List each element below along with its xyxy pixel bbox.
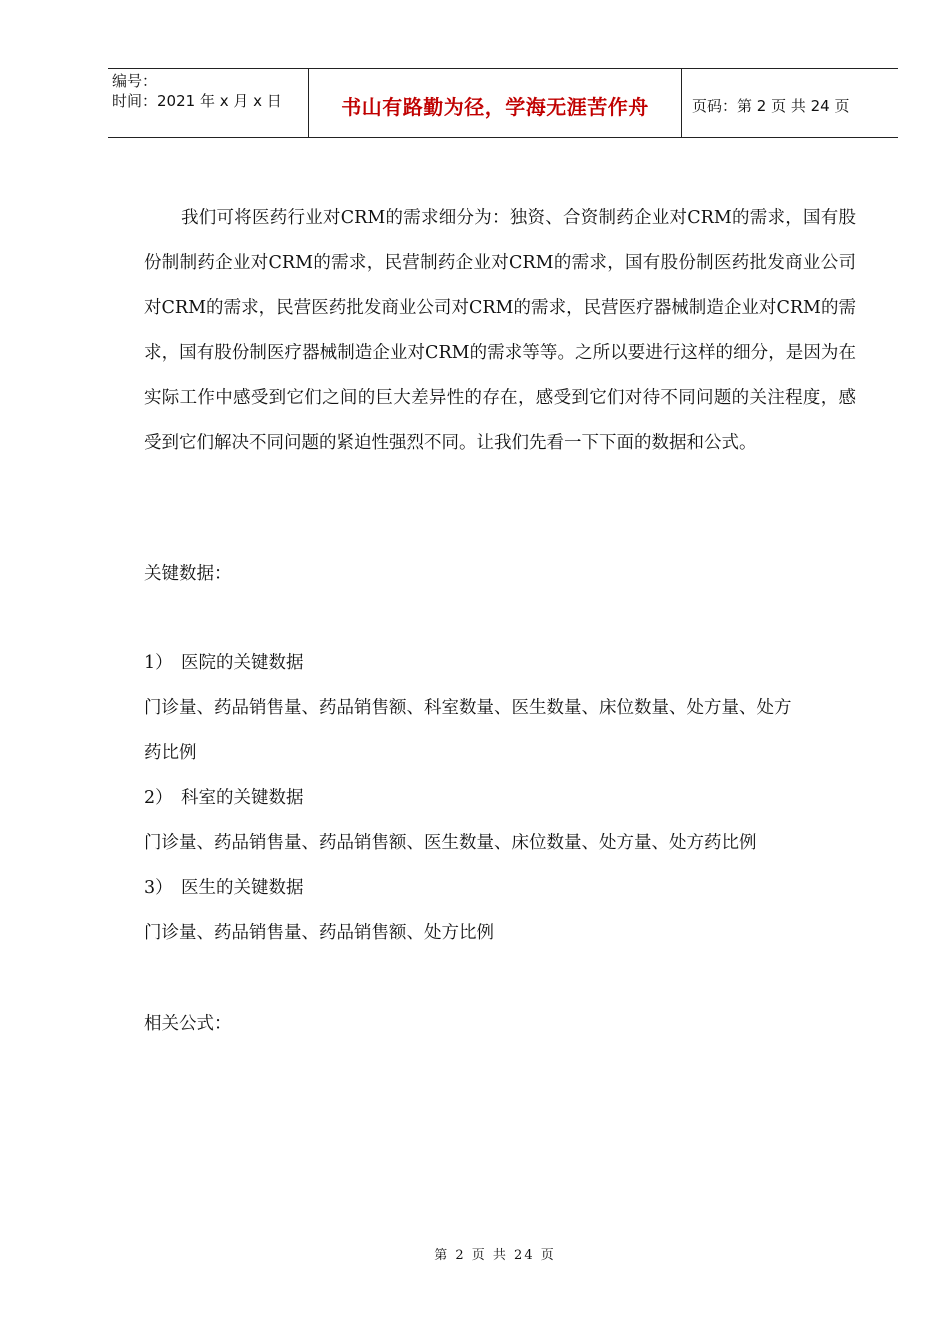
list-item-description: 门诊量、药品销售量、药品销售额、处方比例 [144, 923, 494, 943]
page-header [108, 68, 898, 138]
list-item-number: 2） [144, 788, 173, 808]
list-item-heading: 医生的关键数据 [181, 878, 304, 898]
header-motto-cell [309, 69, 682, 137]
key-data-heading: 关键数据： [144, 564, 232, 584]
main-content [144, 196, 856, 466]
intro-paragraph: 我们可将医药行业对CRM的需求细分为：独资、合资制药企业对CRM的需求，国有股份制制药企业对CRM的需求，民营制药企业对CRM的需求，国有股份制医药批发商业公司对CRM的需求，民营医药批发商业公司对CRM的需求，民营医疗器械制造企业对CRM的需求，国有股份制医疗器械制造企业对CRM的需求等等。之所以要进行这样的细分，是因为在实际工作中感受到它们之间的巨大差异性的存在，感受到它们对待不同问题的关注程度，感受到它们解决不同问题的紧迫性强烈不同。让我们先看一下下面的数据和公式。 [144, 208, 856, 453]
list-item-heading: 医院的关键数据 [181, 653, 304, 673]
document-number-label: 编号： [112, 72, 158, 90]
list-item-heading: 科室的关键数据 [181, 788, 304, 808]
list-item-title [144, 866, 856, 911]
page-footer: 第 2 页 共 24 页 [434, 1248, 556, 1263]
list-item-description: 门诊量、药品销售量、药品销售额、科室数量、医生数量、床位数量、处方量、处方 [144, 698, 792, 718]
list-item-title [144, 641, 856, 686]
header-page-cell [682, 69, 898, 137]
header-page-code: 页码：第 2 页 共 24 页 [692, 96, 850, 115]
header-motto: 书山有路勤为径，学海无涯苦作舟 [341, 94, 649, 119]
list-item-description: 门诊量、药品销售量、药品销售额、医生数量、床位数量、处方量、处方药比例 [144, 833, 757, 853]
list-item-description: 药比例 [144, 743, 197, 763]
header-meta-cell [108, 69, 309, 137]
document-date: 时间：2021 年 x 月 x 日 [112, 92, 282, 110]
list-item-title [144, 776, 856, 821]
list-item-number: 3） [144, 878, 173, 898]
key-data-list [144, 641, 856, 956]
formula-heading: 相关公式： [144, 1014, 232, 1034]
list-item-number: 1） [144, 653, 173, 673]
